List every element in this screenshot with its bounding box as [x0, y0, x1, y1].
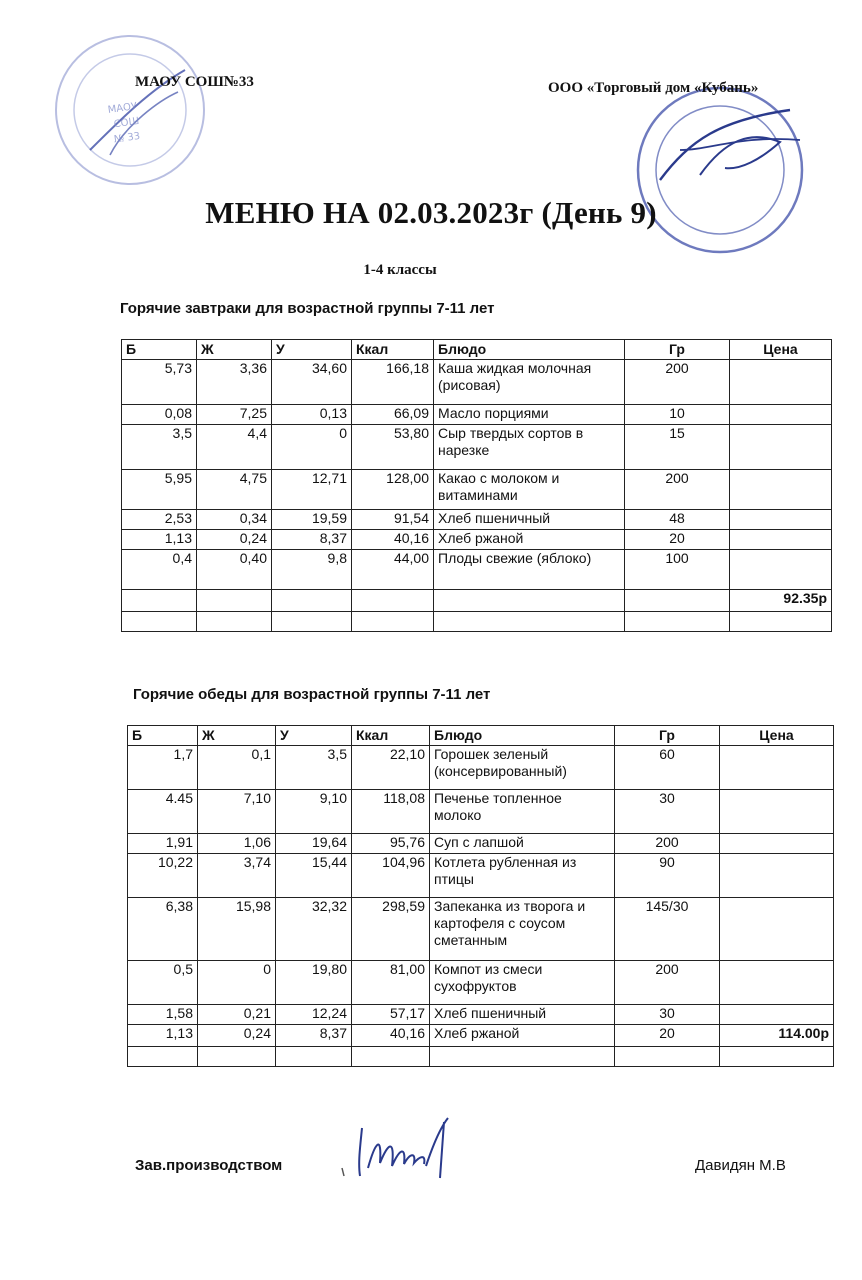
cell-dish: Горошек зеленый (консервированный): [430, 746, 615, 790]
cell-b: 1,58: [128, 1005, 198, 1025]
lunch-total-price: 114.00р: [720, 1025, 834, 1047]
cell-kcal: 104,96: [352, 854, 430, 898]
cell-u: 3,5: [276, 746, 352, 790]
cell-gr: 20: [615, 1025, 720, 1047]
table-row: [128, 746, 834, 790]
company-stamp: [630, 80, 810, 260]
cell-dish: [434, 590, 625, 612]
cell-zh: 0,40: [197, 550, 272, 590]
cell-zh: [197, 590, 272, 612]
table-row: [122, 550, 832, 590]
cell-b: 1,91: [128, 834, 198, 854]
lunch-heading: Горячие обеды для возрастной группы 7-11 лет: [133, 686, 491, 703]
cell-u: 8,37: [272, 530, 352, 550]
cell-b: 1,13: [128, 1025, 198, 1047]
cell-b: [122, 590, 197, 612]
table-row: [122, 590, 832, 612]
cell-u: [276, 1047, 352, 1067]
cell-b: 10,22: [128, 854, 198, 898]
table-row: [122, 510, 832, 530]
cell-u: 19,64: [276, 834, 352, 854]
cell-dish: Хлеб пшеничный: [434, 510, 625, 530]
cell-dish: Хлеб ржаной: [430, 1025, 615, 1047]
col-kcal: Ккал: [352, 726, 430, 746]
cell-gr: 15: [625, 425, 730, 470]
table-row: [128, 834, 834, 854]
cell-u: 34,60: [272, 360, 352, 405]
cell-zh: [197, 612, 272, 632]
table-row: [128, 1025, 834, 1047]
cell-u: 32,32: [276, 898, 352, 961]
cell-dish: Хлеб ржаной: [434, 530, 625, 550]
col-b: Б: [128, 726, 198, 746]
company-name: ООО «Торговый дом «Кубань»: [548, 80, 759, 96]
cell-gr: 100: [625, 550, 730, 590]
cell-b: [128, 1047, 198, 1067]
cell-gr: 145/30: [615, 898, 720, 961]
table-row: [122, 425, 832, 470]
cell-u: 0,13: [272, 405, 352, 425]
cell-kcal: [352, 590, 434, 612]
cell-gr: 20: [625, 530, 730, 550]
school-name: МАОУ СОШ№33: [135, 74, 254, 90]
col-u: У: [272, 340, 352, 360]
cell-price: [730, 612, 832, 632]
cell-zh: 4,75: [197, 470, 272, 510]
cell-price: [730, 470, 832, 510]
cell-b: 4.45: [128, 790, 198, 834]
cell-price: [730, 510, 832, 530]
cell-price: [720, 790, 834, 834]
table-header-row: [128, 726, 834, 746]
table-row: [122, 612, 832, 632]
cell-zh: 1,06: [198, 834, 276, 854]
cell-b: 5,73: [122, 360, 197, 405]
breakfast-total-price: 92.35р: [730, 590, 832, 612]
col-gr: Гр: [615, 726, 720, 746]
cell-dish: [430, 1047, 615, 1067]
cell-kcal: 91,54: [352, 510, 434, 530]
cell-kcal: 53,80: [352, 425, 434, 470]
footer-position: Зав.производством: [135, 1157, 283, 1174]
cell-gr: [625, 612, 730, 632]
cell-kcal: 22,10: [352, 746, 430, 790]
col-kcal: Ккал: [352, 340, 434, 360]
cell-gr: 200: [615, 834, 720, 854]
table-row: [128, 1047, 834, 1067]
cell-gr: 48: [625, 510, 730, 530]
cell-kcal: 57,17: [352, 1005, 430, 1025]
cell-zh: [198, 1047, 276, 1067]
cell-kcal: 81,00: [352, 961, 430, 1005]
cell-dish: Какао с молоком и витаминами: [434, 470, 625, 510]
classes-label: 1-4 классы: [363, 262, 437, 278]
table-row: [128, 898, 834, 961]
cell-u: 9,8: [272, 550, 352, 590]
col-zh: Ж: [197, 340, 272, 360]
cell-kcal: [352, 612, 434, 632]
col-dish: Блюдо: [434, 340, 625, 360]
cell-dish: Котлета рубленная из птицы: [430, 854, 615, 898]
svg-text:№ 33: № 33: [113, 130, 141, 146]
cell-price: [720, 1005, 834, 1025]
cell-price: [730, 360, 832, 405]
cell-price: [720, 746, 834, 790]
cell-gr: [615, 1047, 720, 1067]
cell-b: 1,13: [122, 530, 197, 550]
cell-gr: 60: [615, 746, 720, 790]
cell-zh: 0,34: [197, 510, 272, 530]
cell-gr: 200: [615, 961, 720, 1005]
table-row: [122, 405, 832, 425]
cell-dish: Каша жидкая молочная (рисовая): [434, 360, 625, 405]
cell-b: 5,95: [122, 470, 197, 510]
cell-price: [730, 530, 832, 550]
cell-zh: 0,1: [198, 746, 276, 790]
cell-kcal: 95,76: [352, 834, 430, 854]
cell-price: [720, 834, 834, 854]
svg-text:МАОУ: МАОУ: [107, 101, 138, 117]
table-row: [128, 1005, 834, 1025]
cell-b: 6,38: [128, 898, 198, 961]
cell-zh: 7,10: [198, 790, 276, 834]
cell-gr: 30: [615, 790, 720, 834]
cell-zh: 7,25: [197, 405, 272, 425]
footer-name: Давидян М.В: [695, 1157, 786, 1174]
cell-dish: [434, 612, 625, 632]
cell-u: 19,80: [276, 961, 352, 1005]
cell-kcal: 128,00: [352, 470, 434, 510]
table-row: [128, 854, 834, 898]
table-row: [122, 470, 832, 510]
cell-kcal: 66,09: [352, 405, 434, 425]
cell-dish: Сыр твердых сортов в нарезке: [434, 425, 625, 470]
cell-b: 0,5: [128, 961, 198, 1005]
cell-kcal: 166,18: [352, 360, 434, 405]
cell-price: [730, 550, 832, 590]
cell-b: 3,5: [122, 425, 197, 470]
cell-price: [720, 854, 834, 898]
cell-u: 9,10: [276, 790, 352, 834]
cell-price: [720, 1047, 834, 1067]
cell-u: [272, 590, 352, 612]
cell-zh: 0,21: [198, 1005, 276, 1025]
col-zh: Ж: [198, 726, 276, 746]
cell-dish: Суп с лапшой: [430, 834, 615, 854]
cell-u: 15,44: [276, 854, 352, 898]
cell-zh: 15,98: [198, 898, 276, 961]
cell-b: [122, 612, 197, 632]
cell-dish: Печенье топленное молоко: [430, 790, 615, 834]
cell-zh: 0,24: [198, 1025, 276, 1047]
table-row: [128, 961, 834, 1005]
table-header-row: [122, 340, 832, 360]
signature: [340, 1108, 470, 1188]
cell-gr: 30: [615, 1005, 720, 1025]
table-row: [128, 790, 834, 834]
cell-u: 8,37: [276, 1025, 352, 1047]
col-price: Цена: [720, 726, 834, 746]
cell-kcal: 118,08: [352, 790, 430, 834]
cell-dish: Масло порциями: [434, 405, 625, 425]
cell-zh: 0,24: [197, 530, 272, 550]
cell-price: [730, 425, 832, 470]
col-gr: Гр: [625, 340, 730, 360]
school-stamp: [50, 30, 210, 190]
cell-u: [272, 612, 352, 632]
svg-text:СОШ: СОШ: [113, 115, 140, 131]
cell-gr: 200: [625, 360, 730, 405]
cell-gr: 90: [615, 854, 720, 898]
cell-dish: Запеканка из творога и картофеля с соусом сметанным: [430, 898, 615, 961]
col-b: Б: [122, 340, 197, 360]
cell-gr: 200: [625, 470, 730, 510]
cell-b: 0,4: [122, 550, 197, 590]
cell-zh: 4,4: [197, 425, 272, 470]
cell-gr: 10: [625, 405, 730, 425]
col-u: У: [276, 726, 352, 746]
cell-price: [720, 898, 834, 961]
page-title: МЕНЮ НА 02.03.2023г (День 9): [205, 195, 657, 230]
col-dish: Блюдо: [430, 726, 615, 746]
cell-b: 0,08: [122, 405, 197, 425]
cell-zh: 3,74: [198, 854, 276, 898]
cell-zh: 3,36: [197, 360, 272, 405]
cell-price: [720, 961, 834, 1005]
cell-b: 2,53: [122, 510, 197, 530]
lunch-table: [127, 725, 834, 1067]
cell-gr: [625, 590, 730, 612]
table-row: [122, 360, 832, 405]
breakfast-heading: Горячие завтраки для возрастной группы 7-11 лет: [120, 300, 495, 317]
cell-kcal: 298,59: [352, 898, 430, 961]
col-price: Цена: [730, 340, 832, 360]
cell-zh: 0: [198, 961, 276, 1005]
cell-u: 0: [272, 425, 352, 470]
cell-u: 12,24: [276, 1005, 352, 1025]
cell-price: [730, 405, 832, 425]
cell-dish: Хлеб пшеничный: [430, 1005, 615, 1025]
cell-kcal: 40,16: [352, 530, 434, 550]
breakfast-table: [121, 339, 832, 632]
cell-u: 19,59: [272, 510, 352, 530]
cell-kcal: [352, 1047, 430, 1067]
table-row: [122, 530, 832, 550]
cell-dish: Плоды свежие (яблоко): [434, 550, 625, 590]
cell-kcal: 44,00: [352, 550, 434, 590]
cell-b: 1,7: [128, 746, 198, 790]
cell-kcal: 40,16: [352, 1025, 430, 1047]
cell-u: 12,71: [272, 470, 352, 510]
cell-dish: Компот из смеси сухофруктов: [430, 961, 615, 1005]
